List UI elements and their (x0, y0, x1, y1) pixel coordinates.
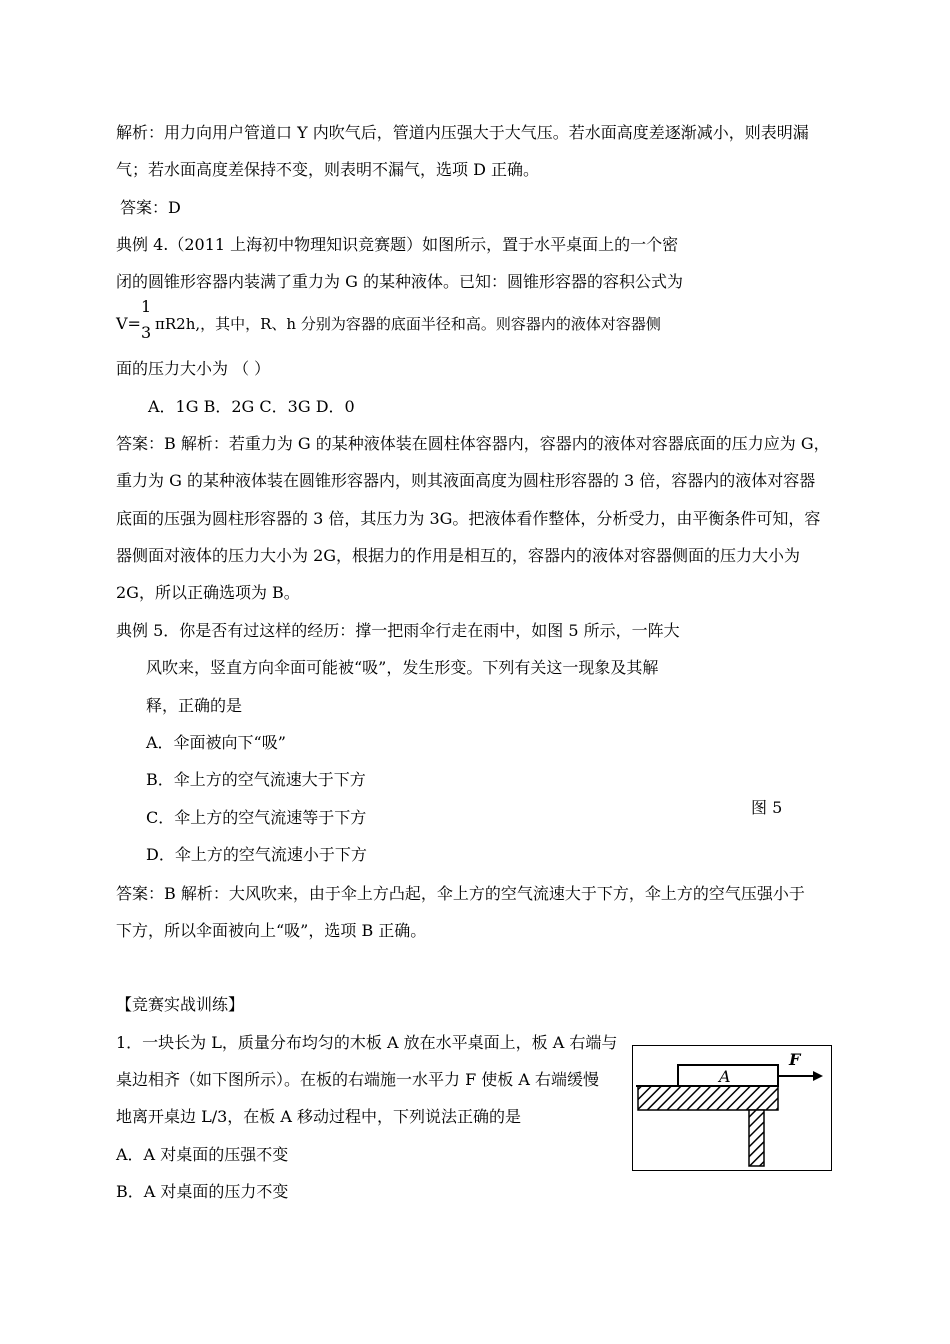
text-line: 典例 4.（2011 上海初中物理知识竞赛题）如图所示，置于水平桌面上的一个密 (116, 235, 679, 254)
text-line: 1．一块长为 L，质量分布均匀的木板 A 放在水平桌面上，板 A 右端与 (116, 1033, 618, 1052)
text-line: 答案：D (120, 198, 181, 217)
text-line: πR2h,，其中，R、h 分别为容器的底面半径和高。则容器内的液体对容器侧 (155, 315, 661, 333)
text-line: 典例 5．你是否有过这样的经历：撑一把雨伞行走在雨中，如图 5 所示，一阵大 (116, 621, 680, 640)
fraction-denominator: 3 (141, 323, 152, 342)
text-line: 地离开桌边 L/3，在板 A 移动过程中，下列说法正确的是 (116, 1107, 522, 1126)
text-line: 答案：B 解析：大风吹来，由于伞上方凸起，伞上方的空气流速大于下方，伞上方的空气压强小于 (116, 884, 805, 903)
option-line: B．A 对桌面的压力不变 (116, 1182, 289, 1201)
text-line: 解析：用力向用户管道口 Y 内吹气后，管道内压强大于大气压。若水面高度差逐渐减小，则表明漏 (116, 123, 809, 142)
option-line: D．伞上方的空气流速小于下方 (146, 845, 367, 864)
table-top (638, 1086, 778, 1110)
text-line: 闭的圆锥形容器内装满了重力为 G 的某种液体。已知：圆锥形容器的容积公式为 (116, 272, 683, 291)
board-a-label: A (719, 1067, 731, 1086)
board-figure (632, 1045, 832, 1171)
force-label: F (789, 1050, 801, 1069)
text-line: 释，正确的是 (146, 696, 243, 715)
text-line: 气；若水面高度差保持不变，则表明不漏气，选项 D 正确。 (116, 160, 540, 179)
text-line: 风吹来，竖直方向伞面可能被“吸”，发生形变。下列有关这一现象及其解 (146, 658, 659, 677)
figure-5-label: 图 5 (751, 798, 783, 817)
text-line: 桌边相齐（如下图所示）。在板的右端施一水平力 F 使板 A 右端缓慢 (116, 1070, 600, 1089)
text-line: 答案：B 解析：若重力为 G 的某种液体装在圆柱体容器内，容器内的液体对容器底面的压力应为 G， (116, 434, 830, 453)
option-line: C．伞上方的空气流速等于下方 (146, 808, 367, 827)
option-line: A．A 对桌面的压强不变 (116, 1145, 289, 1164)
text-line: 重力为 G 的某种液体装在圆锥形容器内，则其液面高度为圆柱形容器的 3 倍，容器内的液体对容器 (116, 471, 816, 490)
text-line: 器侧面对液体的压力大小为 2G，根据力的作用是相互的，容器内的液体对容器侧面的压力大小为 (116, 546, 801, 565)
answer-options: A．1G B．2G C．3G D．0 (148, 397, 355, 416)
text-line: 底面的压强为圆柱形容器的 3 倍，其压力为 3G。把液体看作整体，分析受力，由平衡条件可知，容 (116, 509, 821, 528)
option-line: B．伞上方的空气流速大于下方 (146, 770, 366, 789)
fraction-numerator: 1 (141, 297, 152, 316)
text-line: 2G，所以正确选项为 B。 (116, 583, 300, 602)
text-line: 面的压力大小为 （ ） (116, 359, 271, 378)
section-heading: 【竞赛实战训练】 (116, 995, 245, 1014)
table-leg (749, 1110, 764, 1166)
formula-prefix: V= (116, 314, 141, 333)
option-line: A．伞面被向下“吸” (146, 733, 286, 752)
text-line: 下方，所以伞面被向上“吸”，选项 B 正确。 (116, 921, 427, 940)
